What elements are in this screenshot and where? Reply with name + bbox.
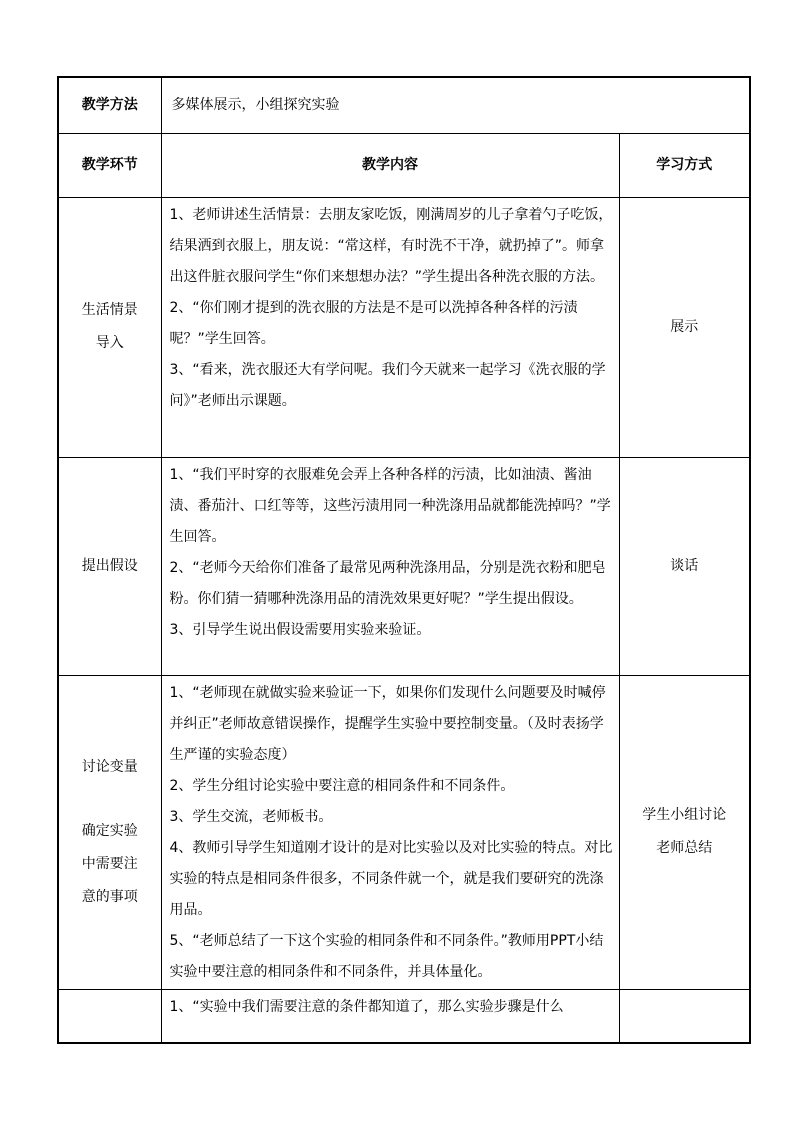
mode-cell	[619, 989, 750, 1043]
method-label: 教学方法	[58, 77, 161, 133]
content-paragraph: 2、“你们刚才提到的洗衣服的方法是不是可以洗掉各种各样的污渍呢？”学生回答。	[169, 299, 578, 347]
header-mode: 学习方式	[619, 133, 750, 197]
mode-line: 学生小组讨论	[642, 807, 727, 823]
header-content: 教学内容	[161, 133, 619, 197]
stage-line: 讨论变量	[81, 758, 138, 775]
stage-line: 中需要注	[81, 855, 138, 872]
content-paragraph: 1、“实验中我们需要注意的条件都知道了，那么实验步骤是什么	[169, 998, 564, 1015]
stage-cell	[58, 675, 161, 989]
stage-cell	[58, 197, 161, 457]
stage-line: 导入	[95, 335, 124, 351]
lesson-plan-table	[57, 76, 751, 1044]
content-cell	[161, 457, 619, 675]
content-paragraph: 4、教师引导学生知道刚才设计的是对比实验以及对比实验的特点。对比实验的特点是相同条件很多，不同条件就一个，就是我们要研究的洗涤用品。	[169, 839, 613, 918]
table-row	[58, 675, 750, 989]
content-cell	[161, 675, 619, 989]
header-stage: 教学环节	[58, 133, 161, 197]
table-row	[58, 457, 750, 675]
content-cell	[161, 197, 619, 457]
table-row	[58, 197, 750, 457]
content-paragraph: 2、“老师今天给你们准备了最常见两种洗涤用品，分别是洗衣粉和肥皂粉。你们猜一猜哪种洗涤用品的清洗效果更好呢？”学生提出假设。	[169, 559, 606, 607]
content-paragraph: 1、“老师现在就做实验来验证一下，如果你们发现什么问题要及时喊停并纠正”老师故意错误操作，提醒学生实验中要控制变量。（及时表扬学生严谨的实验态度）	[169, 684, 606, 763]
mode-cell: 谈话	[619, 457, 750, 675]
mode-cell: 展示	[619, 197, 750, 457]
stage-line: 确定实验	[81, 822, 138, 839]
stage-cell	[58, 989, 161, 1043]
stage-line: 生活情景	[81, 302, 138, 318]
header-row	[58, 133, 750, 197]
content-cell	[161, 989, 619, 1043]
method-row	[58, 77, 750, 133]
table-row	[58, 989, 750, 1043]
method-value: 多媒体展示，小组探究实验	[161, 77, 750, 133]
content-paragraph: 1、“我们平时穿的衣服难免会弄上各种各样的污渍，比如油渍、酱油渍、番茄汁、口红等等，这些污渍用同一种洗涤用品就都能洗掉吗？”学生回答。	[169, 466, 611, 545]
content-paragraph: 3、引导学生说出假设需要用实验来验证。	[169, 621, 431, 638]
content-paragraph: 2、学生分组讨论实验中要注意的相同条件和不同条件。	[169, 777, 515, 794]
stage-line: 提出假设	[81, 557, 138, 574]
stage-cell	[58, 457, 161, 675]
mode-line: 老师总结	[656, 840, 713, 856]
mode-cell	[619, 675, 750, 989]
stage-line: 意的事项	[81, 888, 138, 905]
content-paragraph: 3、“看来，洗衣服还大有学问呢。我们今天就来一起学习《洗衣服的学问》”老师出示课题。	[169, 361, 606, 409]
content-paragraph: 1、老师讲述生活情景：去朋友家吃饭，刚满周岁的儿子拿着勺子吃饭，结果洒到衣服上，朋友说：“常这样，有时洗不干净，就扔掉了”。师拿出这件脏衣服问学生“你们来想想办法？”学生提出各种洗衣服的方法。	[169, 206, 613, 285]
content-paragraph: 5、“老师总结了一下这个实验的相同条件和不同条件。”教师用PPT小结实验中要注意的相同条件和不同条件，并具体量化。	[169, 932, 604, 980]
content-paragraph: 3、学生交流，老师板书。	[169, 808, 333, 825]
